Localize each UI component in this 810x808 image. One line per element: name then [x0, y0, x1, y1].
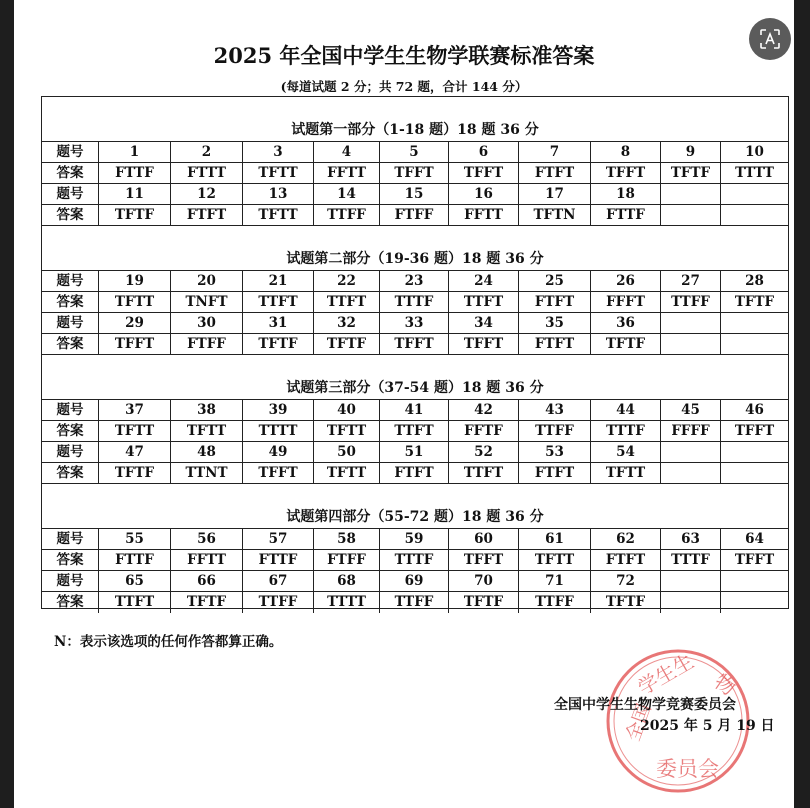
- answer-cell: TTTF: [590, 421, 660, 442]
- question-number-cell: 24: [448, 271, 518, 292]
- question-number-cell: 30: [170, 313, 242, 334]
- answer-cell: TFTF: [590, 334, 660, 355]
- row-label-question: 题号: [56, 573, 84, 589]
- answer-cell: TFTT: [242, 163, 313, 184]
- answer-cell: TTFF: [518, 592, 590, 613]
- question-number-cell: 3: [242, 142, 313, 163]
- answer-cell: FTFF: [170, 334, 242, 355]
- question-number-cell: 13: [242, 184, 313, 205]
- question-number-cell: 51: [379, 442, 448, 463]
- question-number-cell: 57: [242, 529, 313, 550]
- question-number-cell: 56: [170, 529, 242, 550]
- row-label-question: 题号: [56, 315, 84, 331]
- answer-cell: [720, 205, 788, 226]
- answer-cell: FTTF: [590, 205, 660, 226]
- question-number-cell: 59: [379, 529, 448, 550]
- question-number-cell: 49: [242, 442, 313, 463]
- answer-cell: FTFF: [313, 550, 379, 571]
- question-number-row: [42, 441, 788, 463]
- answer-cell: TFTF: [720, 292, 788, 313]
- question-number-cell: [660, 313, 720, 334]
- answer-cell: TTTF: [379, 292, 448, 313]
- question-number-cell: 22: [313, 271, 379, 292]
- answer-cell: TFFT: [720, 550, 788, 571]
- question-number-cell: 28: [720, 271, 788, 292]
- document-subtitle: (每道试题 2 分；共 72 题，合计 144 分）: [280, 79, 528, 94]
- question-number-cell: 61: [518, 529, 590, 550]
- question-number-cell: 42: [448, 400, 518, 421]
- answer-cell: TFFT: [98, 334, 170, 355]
- question-number-cell: 34: [448, 313, 518, 334]
- question-number-cell: 18: [590, 184, 660, 205]
- section-divider: [42, 225, 788, 226]
- answer-table: [41, 96, 789, 609]
- svg-text:学生生: 学生生: [633, 648, 698, 700]
- question-number-cell: 40: [313, 400, 379, 421]
- question-number-cell: 54: [590, 442, 660, 463]
- answer-cell: TFTF: [660, 163, 720, 184]
- answer-cell: FTTF: [98, 550, 170, 571]
- answer-cell: FTFT: [518, 463, 590, 484]
- question-number-row: [42, 570, 788, 592]
- question-number-cell: 58: [313, 529, 379, 550]
- answer-cell: TTFT: [313, 292, 379, 313]
- document-page: [14, 0, 794, 808]
- question-number-cell: 69: [379, 571, 448, 592]
- answer-cell: FFFT: [590, 292, 660, 313]
- question-number-cell: 50: [313, 442, 379, 463]
- answer-cell: TFTF: [170, 592, 242, 613]
- question-number-cell: 72: [590, 571, 660, 592]
- answer-cell: TFTT: [242, 205, 313, 226]
- question-number-cell: 41: [379, 400, 448, 421]
- section-title: 试题第二部分（19-36 题）18 题 36 分: [286, 251, 544, 267]
- answer-cell: TFTT: [170, 421, 242, 442]
- answer-cell: [660, 205, 720, 226]
- question-number-cell: 43: [518, 400, 590, 421]
- question-number-cell: 12: [170, 184, 242, 205]
- answer-cell: [660, 334, 720, 355]
- question-number-cell: 11: [98, 184, 170, 205]
- answer-cell: TFTF: [590, 592, 660, 613]
- answer-cell: TFTT: [518, 550, 590, 571]
- row-label-answer: 答案: [56, 594, 84, 610]
- question-number-cell: 23: [379, 271, 448, 292]
- question-number-row: [42, 312, 788, 334]
- answer-cell: FFTT: [313, 163, 379, 184]
- answer-cell: TFTF: [98, 463, 170, 484]
- question-number-cell: 19: [98, 271, 170, 292]
- row-label-question: 题号: [56, 444, 84, 460]
- question-number-row: [42, 399, 788, 421]
- answer-cell: FTFT: [590, 550, 660, 571]
- answer-cell: TFFT: [448, 334, 518, 355]
- row-label-answer: 答案: [56, 207, 84, 223]
- answer-cell: FFTT: [448, 205, 518, 226]
- answer-cell: FFTT: [170, 550, 242, 571]
- question-number-cell: 32: [313, 313, 379, 334]
- row-label-answer: 答案: [56, 336, 84, 352]
- row-label-answer: 答案: [56, 423, 84, 439]
- answer-cell: [720, 334, 788, 355]
- question-number-row: [42, 270, 788, 292]
- svg-text:委员会: 委员会: [656, 757, 719, 781]
- question-number-cell: 20: [170, 271, 242, 292]
- row-label-answer: 答案: [56, 294, 84, 310]
- section-title: 试题第一部分（1-18 题）18 题 36 分: [291, 122, 539, 138]
- question-number-cell: 45: [660, 400, 720, 421]
- answer-cell: TTTF: [379, 550, 448, 571]
- row-label-question: 题号: [56, 144, 84, 160]
- answer-cell: FTFT: [379, 463, 448, 484]
- question-number-cell: 27: [660, 271, 720, 292]
- answer-row: [42, 591, 788, 613]
- answer-cell: FTFT: [518, 334, 590, 355]
- svg-text:物: 物: [709, 669, 741, 701]
- question-number-cell: 47: [98, 442, 170, 463]
- question-number-cell: 55: [98, 529, 170, 550]
- answer-row: [42, 462, 788, 484]
- question-number-cell: 26: [590, 271, 660, 292]
- answer-cell: TFTF: [448, 592, 518, 613]
- svg-text:全国: 全国: [622, 700, 656, 745]
- question-number-cell: 46: [720, 400, 788, 421]
- answer-cell: TFTT: [313, 421, 379, 442]
- section-title: 试题第四部分（55-72 题）18 题 36 分: [286, 509, 544, 525]
- question-number-cell: [720, 571, 788, 592]
- row-label-question: 题号: [56, 273, 84, 289]
- answer-cell: TFTT: [98, 421, 170, 442]
- answer-cell: TTTT: [242, 421, 313, 442]
- question-number-row: [42, 183, 788, 205]
- question-number-cell: 66: [170, 571, 242, 592]
- answer-cell: [720, 592, 788, 613]
- question-number-cell: 38: [170, 400, 242, 421]
- answer-cell: TFTT: [590, 463, 660, 484]
- answer-cell: [660, 463, 720, 484]
- answer-cell: FFFF: [660, 421, 720, 442]
- row-label-question: 题号: [56, 402, 84, 418]
- question-number-cell: 70: [448, 571, 518, 592]
- answer-cell: TFTF: [242, 334, 313, 355]
- answer-cell: TFFT: [379, 334, 448, 355]
- answer-cell: TFFT: [448, 163, 518, 184]
- section-divider: [42, 483, 788, 484]
- answer-cell: FTFT: [518, 163, 590, 184]
- answer-cell: TTFF: [660, 292, 720, 313]
- committee-signature: 全国中学生生物学竞赛委员会: [554, 697, 736, 713]
- question-number-cell: 5: [379, 142, 448, 163]
- answer-row: [42, 204, 788, 226]
- answer-cell: TFTF: [98, 205, 170, 226]
- question-number-cell: 44: [590, 400, 660, 421]
- question-number-cell: 53: [518, 442, 590, 463]
- question-number-cell: 52: [448, 442, 518, 463]
- question-number-cell: 48: [170, 442, 242, 463]
- question-number-cell: [660, 184, 720, 205]
- answer-row: [42, 333, 788, 355]
- question-number-cell: [660, 571, 720, 592]
- question-number-cell: [720, 184, 788, 205]
- answer-cell: TFTF: [313, 334, 379, 355]
- answer-cell: TTFT: [98, 592, 170, 613]
- answer-cell: FTFT: [170, 205, 242, 226]
- answer-cell: TTFT: [448, 463, 518, 484]
- answer-cell: FTFT: [518, 292, 590, 313]
- answer-row: [42, 162, 788, 184]
- question-number-cell: 62: [590, 529, 660, 550]
- answer-cell: FTTF: [98, 163, 170, 184]
- answer-cell: TTTT: [720, 163, 788, 184]
- question-number-cell: 25: [518, 271, 590, 292]
- answer-cell: FTFF: [379, 205, 448, 226]
- answer-cell: [660, 592, 720, 613]
- answer-row: [42, 291, 788, 313]
- question-number-cell: 63: [660, 529, 720, 550]
- question-number-cell: 67: [242, 571, 313, 592]
- row-label-question: 题号: [56, 186, 84, 202]
- answer-cell: TFTT: [98, 292, 170, 313]
- answer-cell: TTFT: [242, 292, 313, 313]
- question-number-row: [42, 528, 788, 550]
- question-number-cell: 36: [590, 313, 660, 334]
- question-number-cell: 21: [242, 271, 313, 292]
- answer-row: [42, 549, 788, 571]
- question-number-cell: 29: [98, 313, 170, 334]
- question-number-cell: 68: [313, 571, 379, 592]
- text-recognition-button[interactable]: [749, 18, 791, 60]
- question-number-cell: 4: [313, 142, 379, 163]
- signature-date: 2025 年 5 月 19 日: [640, 718, 775, 734]
- answer-cell: [720, 463, 788, 484]
- answer-cell: FTTT: [170, 163, 242, 184]
- answer-cell: TTTF: [660, 550, 720, 571]
- answer-cell: TFFT: [590, 163, 660, 184]
- answer-row: [42, 420, 788, 442]
- answer-cell: TTFF: [518, 421, 590, 442]
- row-label-question: 题号: [56, 531, 84, 547]
- question-number-cell: 60: [448, 529, 518, 550]
- answer-cell: TNFT: [170, 292, 242, 313]
- answer-cell: TFFT: [448, 550, 518, 571]
- row-label-answer: 答案: [56, 465, 84, 481]
- question-number-cell: [720, 442, 788, 463]
- question-number-cell: 31: [242, 313, 313, 334]
- question-number-cell: 71: [518, 571, 590, 592]
- question-number-cell: 33: [379, 313, 448, 334]
- section-title: 试题第三部分（37-54 题）18 题 36 分: [286, 380, 544, 396]
- question-number-cell: 14: [313, 184, 379, 205]
- answer-cell: TTFF: [379, 592, 448, 613]
- row-label-answer: 答案: [56, 552, 84, 568]
- question-number-cell: 64: [720, 529, 788, 550]
- row-label-answer: 答案: [56, 165, 84, 181]
- answer-cell: TFFT: [242, 463, 313, 484]
- question-number-cell: 37: [98, 400, 170, 421]
- question-number-cell: 16: [448, 184, 518, 205]
- question-number-cell: 6: [448, 142, 518, 163]
- question-number-cell: 2: [170, 142, 242, 163]
- answer-cell: TFFT: [379, 163, 448, 184]
- question-number-cell: 17: [518, 184, 590, 205]
- question-number-cell: 8: [590, 142, 660, 163]
- answer-cell: TTTT: [313, 592, 379, 613]
- answer-cell: TFTN: [518, 205, 590, 226]
- answer-cell: FFTF: [448, 421, 518, 442]
- question-number-cell: 9: [660, 142, 720, 163]
- note-text: N：表示该选项的任何作答都算正确。: [54, 634, 283, 650]
- question-number-cell: 15: [379, 184, 448, 205]
- answer-cell: TTFT: [448, 292, 518, 313]
- answer-cell: TTFT: [379, 421, 448, 442]
- section-divider: [42, 354, 788, 355]
- question-number-cell: 10: [720, 142, 788, 163]
- answer-cell: TTNT: [170, 463, 242, 484]
- question-number-cell: 35: [518, 313, 590, 334]
- question-number-cell: 1: [98, 142, 170, 163]
- question-number-cell: 39: [242, 400, 313, 421]
- question-number-cell: 65: [98, 571, 170, 592]
- text-scan-icon: [759, 28, 781, 50]
- document-title: 2025 年全国中学生生物学联赛标准答案: [213, 43, 595, 68]
- question-number-cell: [660, 442, 720, 463]
- answer-cell: FTTF: [242, 550, 313, 571]
- answer-cell: TTFF: [242, 592, 313, 613]
- question-number-cell: [720, 313, 788, 334]
- question-number-row: [42, 141, 788, 163]
- answer-cell: TTFF: [313, 205, 379, 226]
- answer-cell: TFFT: [720, 421, 788, 442]
- question-number-cell: 7: [518, 142, 590, 163]
- answer-cell: TFTT: [313, 463, 379, 484]
